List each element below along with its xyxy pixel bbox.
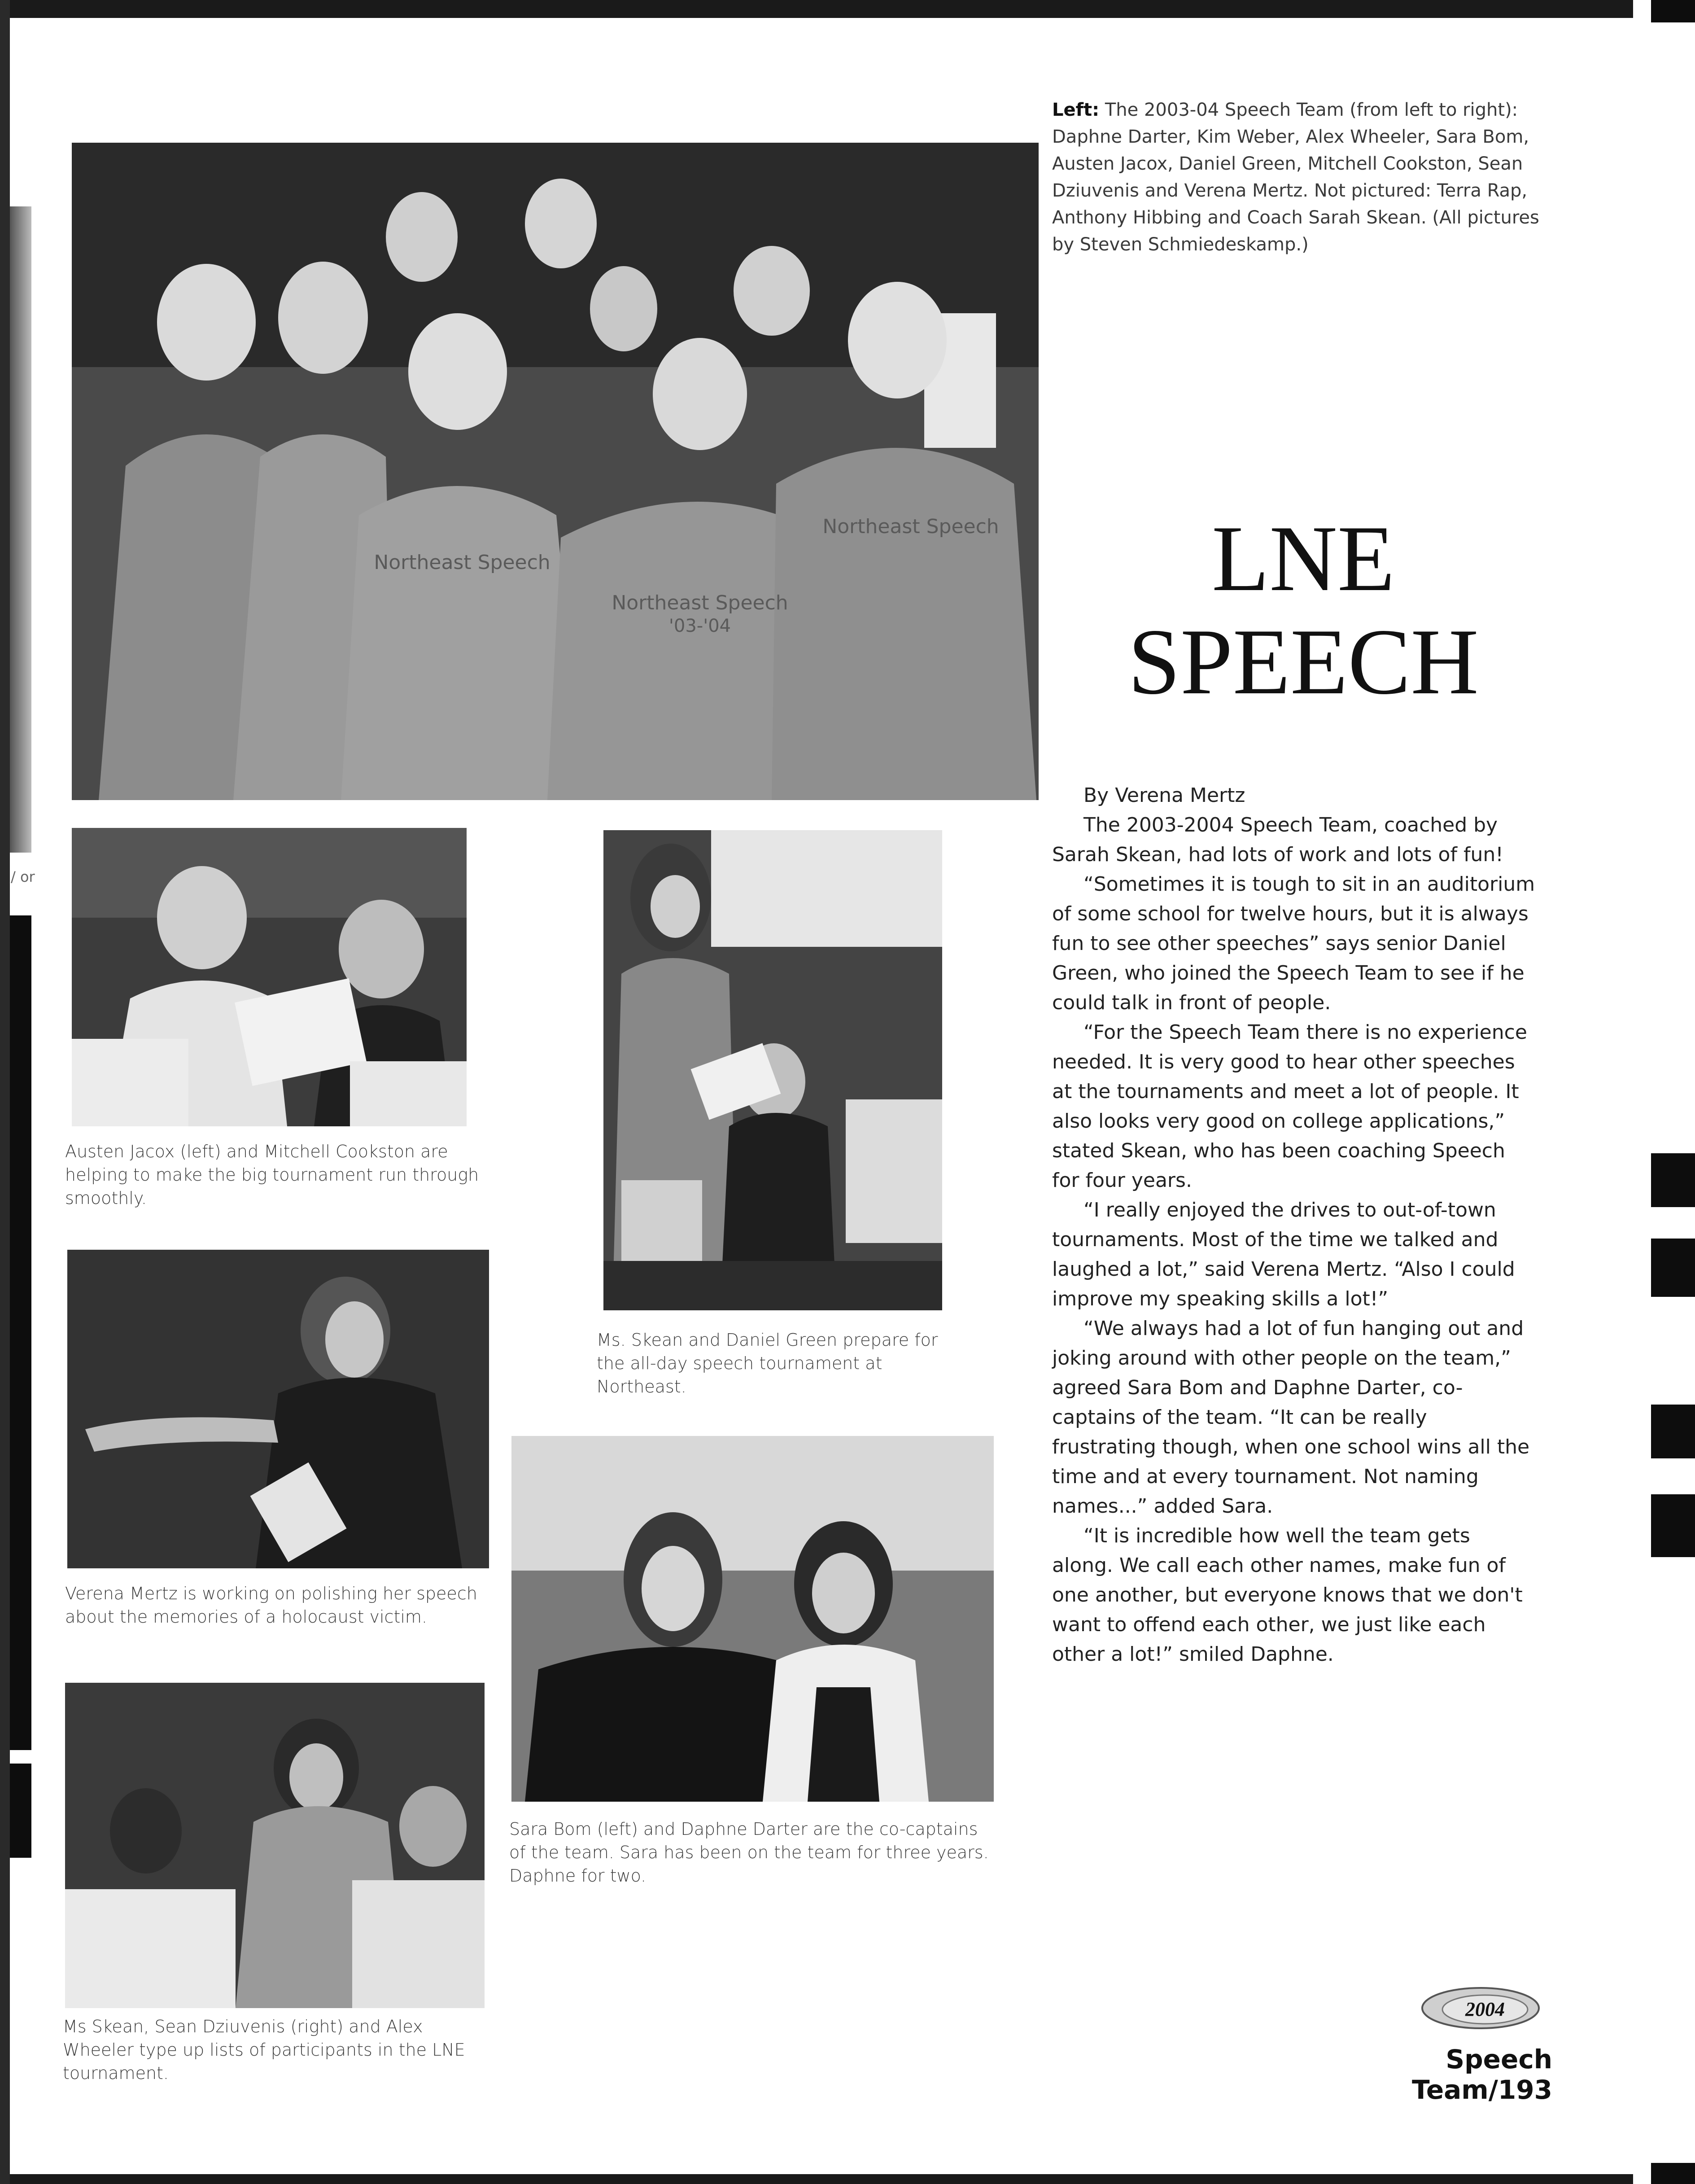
adjacent-page-text: / or bbox=[11, 868, 35, 885]
article-paragraph: “We always had a lot of fun hanging out and joking around with other people on the team,” agreed Sara Bom and Daphne Darter, co-captains of the team. “It can be really frustrating though, when one school wins all the time and at every tournament. Not naming names...” added Sara. bbox=[1052, 1317, 1530, 1518]
scan-border-top bbox=[0, 0, 1695, 18]
binding-edge bbox=[1633, 0, 1695, 2184]
title-line-1: LNE bbox=[1211, 507, 1395, 611]
photo-bom-darter-caption: Sara Bom (left) and Daphne Darter are the co-captains of the team. Sara has been on the team for three years. Daphne for two. bbox=[509, 1819, 989, 1886]
scan-border-left bbox=[0, 0, 10, 2184]
article-paragraph: “I really enjoyed the drives to out-of-town tournaments. Most of the time we talked and laughed a lot,” said Verena Mertz. “Also I could improve my speaking skills a lot!” bbox=[1052, 1199, 1515, 1310]
photo-verena-caption: Verena Mertz is working on polishing her speech about the memories of a holocaust victim. bbox=[65, 1584, 477, 1627]
article-body bbox=[1052, 781, 1537, 1669]
scan-border-bottom bbox=[0, 2174, 1695, 2184]
team-photo bbox=[72, 143, 1039, 800]
page-title bbox=[1068, 507, 1539, 713]
emblem-year: 2004 bbox=[1465, 1998, 1505, 2020]
photo-austen-mitchell bbox=[72, 828, 467, 1126]
page-footer-label: Speech Team/193 bbox=[1411, 2044, 1552, 2105]
photo-bom-darter bbox=[511, 1436, 994, 1802]
article-paragraph: The 2003-2004 Speech Team, coached by Sarah Skean, had lots of work and lots of fun! bbox=[1052, 814, 1503, 866]
article-paragraph: “For the Speech Team there is no experience needed. It is very good to hear other speeches at the tournaments and meet a lot of people. It also looks very good on college applications,” stated Skean, who has been coaching Speech for four years. bbox=[1052, 1021, 1527, 1192]
byline: By Verena Mertz bbox=[1083, 784, 1245, 807]
article-paragraph: “Sometimes it is tough to sit in an auditorium of some school for twelve hours, but it is always fun to see other speeches” says senior Daniel Green, who joined the Speech Team to see if he could talk in front of people. bbox=[1052, 873, 1535, 1014]
yearbook-year-emblem bbox=[1418, 1983, 1543, 2046]
photo-skean-green-caption: Ms. Skean and Daniel Green prepare for the all-day speech tournament at Northeast. bbox=[597, 1330, 938, 1396]
photo-skean-green bbox=[603, 830, 942, 1310]
photo-skean-dziuvenis-wheeler-caption: Ms Skean, Sean Dziuvenis (right) and Alex Wheeler type up lists of participants in the LNE tournament. bbox=[63, 2017, 465, 2083]
shirt-text-3: Northeast Speech bbox=[822, 515, 999, 538]
photo-verena bbox=[67, 1250, 489, 1568]
photo-austen-mitchell-caption: Austen Jacox (left) and Mitchell Cookston are helping to make the big tournament run through smoothly. bbox=[65, 1142, 479, 1208]
photo-skean-dziuvenis-wheeler bbox=[65, 1683, 485, 2008]
article-paragraph: “It is incredible how well the team gets along. We call each other names, make fun of one another, but everyone knows that we don't want to offend each other, we just like each other a lot!” smiled Daphne. bbox=[1052, 1524, 1523, 1666]
caption-lead: Left: bbox=[1052, 100, 1100, 120]
team-photo-caption bbox=[1052, 96, 1546, 258]
shirt-text-2: Northeast Speech bbox=[612, 591, 788, 614]
title-line-2: SPEECH bbox=[1128, 610, 1479, 714]
shirt-text-1: Northeast Speech bbox=[374, 551, 550, 574]
caption-text: The 2003-04 Speech Team (from left to right): Daphne Darter, Kim Weber, Alex Wheeler, Sara Bom, Austen Jacox, Daniel Green, Mitchell Cookston, Sean Dziuvenis and Verena Mertz. Not pictured: Terra Rap, Anthony Hibbing and Coach Sarah Skean. (All pictures by Steven Schmiedeskamp.) bbox=[1052, 100, 1539, 255]
shirt-year: '03-'04 bbox=[668, 616, 731, 636]
